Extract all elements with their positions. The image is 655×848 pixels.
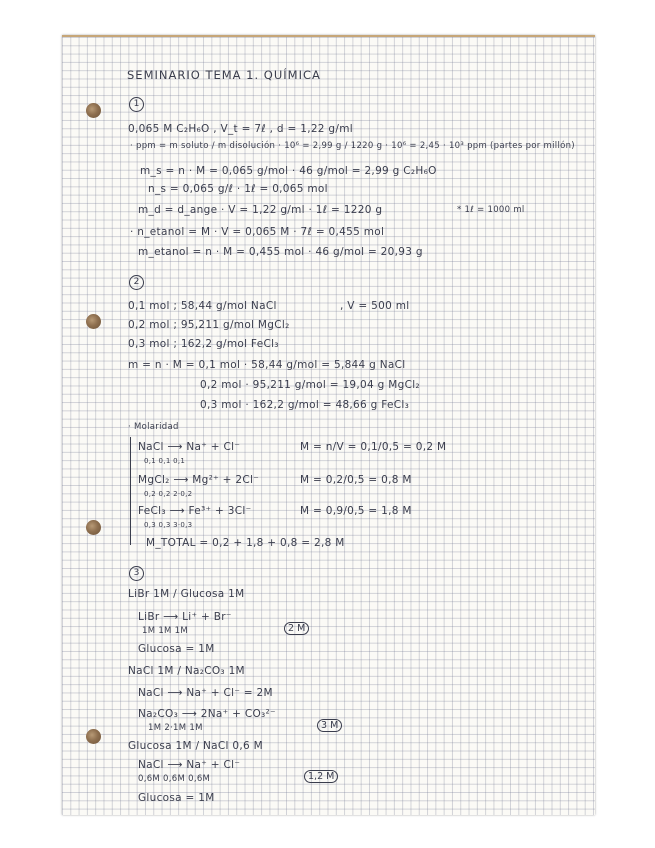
s2-line-8: · Molaridad — [128, 422, 179, 432]
s2-line-6: 0,2 mol · 95,211 g/mol = 19,04 g MgCl₂ — [200, 379, 420, 391]
binder-hole — [86, 520, 101, 535]
s1-line-4: n_s = 0,065 g/ℓ · 1ℓ = 0,065 mol — [148, 183, 328, 195]
s3-result-2: 3 M — [317, 719, 342, 732]
s1-line-5: m_d = d_ange · V = 1,22 g/ml · 1ℓ = 1220 g — [138, 204, 383, 216]
s2-diss-2-amounts: 0,2 0,2 2·0,2 — [144, 490, 193, 498]
s3-line-2: LiBr ⟶ Li⁺ + Br⁻ — [138, 611, 232, 623]
page-title: SEMINARIO TEMA 1. QUÍMICA — [127, 68, 321, 82]
s2-diss-1-eq: NaCl ⟶ Na⁺ + Cl⁻ — [138, 441, 241, 453]
binder-hole — [86, 729, 101, 744]
s2-diss-1-molarity: M = n/V = 0,1/0,5 = 0,2 M — [300, 441, 447, 453]
s3-line-11: 0,6M 0,6M 0,6M — [138, 774, 211, 784]
s3-line-6: NaCl ⟶ Na⁺ + Cl⁻ = 2M — [138, 687, 273, 699]
s1-line-3: m_s = n · M = 0,065 g/mol · 46 g/mol = 2,99 g C₂H₆O — [140, 165, 437, 177]
binder-hole — [86, 314, 101, 329]
s1-line-1: 0,065 M C₂H₆O , V_t = 7ℓ , d = 1,22 g/ml — [128, 123, 353, 135]
s2-diss-1-amounts: 0,1 0,1 0,1 — [144, 457, 186, 465]
s1-line-7: · n_etanol = M · V = 0,065 M · 7ℓ = 0,455 mol — [130, 226, 385, 238]
binder-hole — [86, 103, 101, 118]
s2-line-4: 0,3 mol ; 162,2 g/mol FeCl₃ — [128, 338, 279, 350]
page-margin — [118, 37, 119, 815]
s2-diss-3-molarity: M = 0,9/0,5 = 1,8 M — [300, 505, 412, 517]
notebook-page — [62, 35, 595, 815]
s3-result-1: 2 M — [284, 622, 309, 635]
s3-line-5: NaCl 1M / Na₂CO₃ 1M — [128, 665, 245, 677]
s2-diss-3-amounts: 0,3 0,3 3·0,3 — [144, 521, 193, 529]
s3-line-4: Glucosa = 1M — [138, 643, 215, 655]
s2-diss-2-molarity: M = 0,2/0,5 = 0,8 M — [300, 474, 412, 486]
s3-line-7: Na₂CO₃ ⟶ 2Na⁺ + CO₃²⁻ — [138, 708, 276, 720]
s2-line-3: 0,2 mol ; 95,211 g/mol MgCl₂ — [128, 319, 290, 331]
s3-line-10: NaCl ⟶ Na⁺ + Cl⁻ — [138, 759, 241, 771]
s2-line-2: , V = 500 ml — [340, 300, 410, 312]
s3-line-1: LiBr 1M / Glucosa 1M — [128, 588, 245, 600]
section-3-number: 3 — [129, 566, 144, 581]
s1-line-2: · ppm = m soluto / m disolución · 10⁶ = 2,99 g / 1220 g · 10⁶ = 2,45 · 10³ ppm (partes por millón) — [130, 141, 575, 151]
s3-line-3: 1M 1M 1M — [142, 626, 189, 636]
s3-line-12: Glucosa = 1M — [138, 792, 215, 804]
s2-total: M_TOTAL = 0,2 + 1,8 + 0,8 = 2,8 M — [146, 537, 345, 549]
s3-line-8: 1M 2·1M 1M — [148, 723, 203, 733]
s3-line-9: Glucosa 1M / NaCl 0,6 M — [128, 740, 263, 752]
section-2-number: 2 — [129, 275, 144, 290]
s2-line-7: 0,3 mol · 162,2 g/mol = 48,66 g FeCl₃ — [200, 399, 410, 411]
s2-line-5: m = n · M = 0,1 mol · 58,44 g/mol = 5,844 g NaCl — [128, 359, 406, 371]
s2-diss-2-eq: MgCl₂ ⟶ Mg²⁺ + 2Cl⁻ — [138, 474, 260, 486]
bracket-line — [130, 437, 131, 545]
s1-line-6: * 1ℓ = 1000 ml — [457, 205, 525, 215]
s2-diss-3-eq: FeCl₃ ⟶ Fe³⁺ + 3Cl⁻ — [138, 505, 252, 517]
section-1-number: 1 — [129, 97, 144, 112]
s3-result-3: 1,2 M — [304, 770, 338, 783]
s1-line-8: m_etanol = n · M = 0,455 mol · 46 g/mol = 20,93 g — [138, 246, 423, 258]
s2-line-1: 0,1 mol ; 58,44 g/mol NaCl — [128, 300, 277, 312]
